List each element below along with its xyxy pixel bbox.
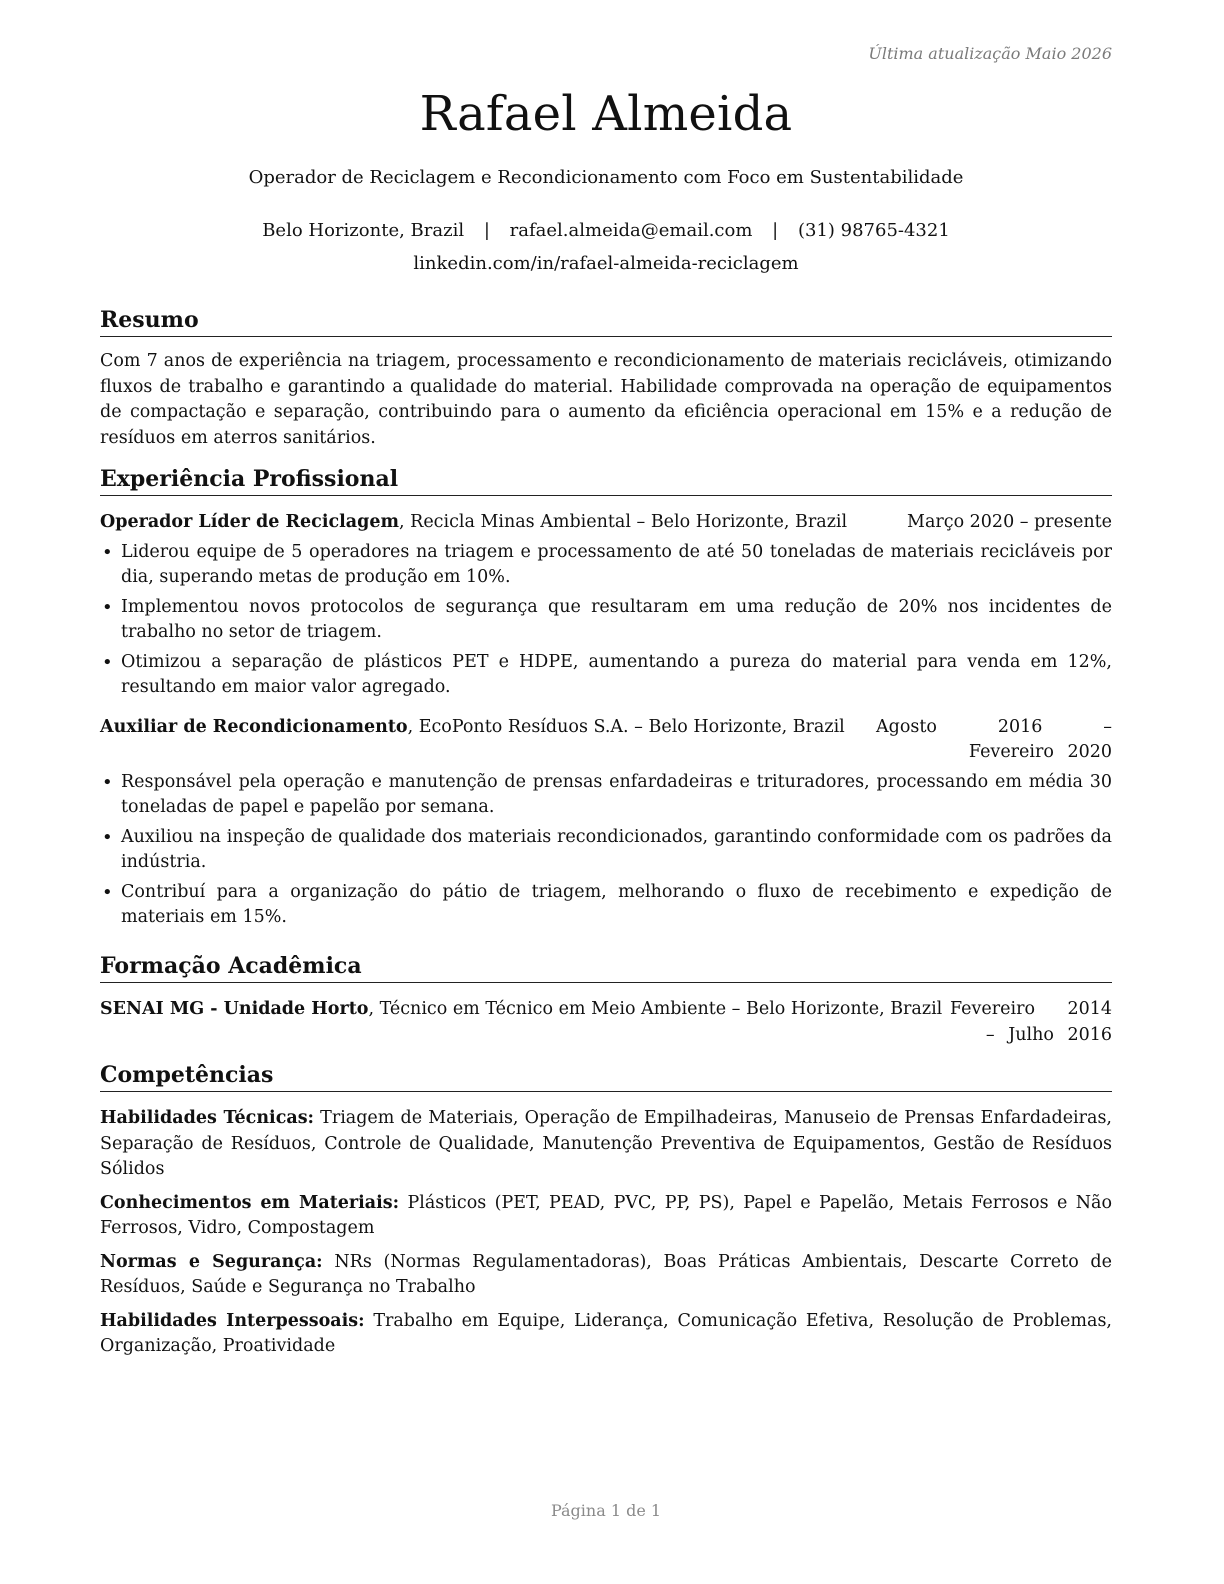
skills-section <box>100 1061 1112 1368</box>
job-dates: Agosto 2016 – Fevereiro 2020 <box>876 716 1112 762</box>
list-item: • Implementou novos protocolos de segurança que resultaram em uma redução de 20% nos incidentes de trabalho no setor de triagem. <box>100 595 1112 646</box>
skill-label: Conhecimentos em Materiais: <box>100 1192 400 1213</box>
contact-line <box>100 220 1112 241</box>
education-dates: Fevereiro 2014 – Julho 2016 <box>950 999 1112 1045</box>
job-bullets <box>100 770 1112 931</box>
job-company: , Recicla Minas Ambiental – Belo Horizonte, Brazil <box>399 512 848 532</box>
education-institution: SENAI MG - Unidade Horto <box>100 999 369 1019</box>
list-item: • Responsável pela operação e manutenção de prensas enfardadeiras e trituradores, processando em média 30 toneladas de papel e papelão por semana. <box>100 770 1112 821</box>
skill-label: Normas e Segurança: <box>100 1251 323 1272</box>
phone: (31) 98765-4321 <box>797 220 950 241</box>
skill-text: Trabalho em Equipe, Liderança, Comunicação Efetiva, Resolução de Problemas, Organização, Proatividade <box>100 1310 1112 1356</box>
job-role: Auxiliar de Recondicionamento <box>100 716 408 737</box>
list-item: • Otimizou a separação de plásticos PET e HDPE, aumentando a pureza do material para venda em 12%, resultando em maior valor agregado. <box>100 650 1112 701</box>
page-number: Página 1 de 1 <box>550 1501 662 1520</box>
job-dates: Março 2020 – presente <box>907 512 1112 532</box>
job-role: Operador Líder de Reciclagem <box>100 512 400 532</box>
education-entry <box>100 997 1112 1048</box>
section-title: Competências <box>100 1061 1112 1092</box>
skill-group <box>100 1250 1112 1301</box>
skill-text: NRs (Normas Regulamentadoras), Boas Práticas Ambientais, Descarte Correto de Resíduos, Saúde e Segurança no Trabalho <box>100 1251 1112 1297</box>
job-header <box>100 715 1112 766</box>
skill-label: Habilidades Interpessoais: <box>100 1310 365 1331</box>
email-link[interactable]: rafael.almeida@email.com <box>509 220 753 241</box>
section-title: Resumo <box>100 306 1112 337</box>
candidate-name: Rafael Almeida <box>419 86 793 142</box>
skill-group <box>100 1309 1112 1360</box>
job-entry <box>100 510 1112 701</box>
education-detail: , Técnico em Técnico em Meio Ambiente – Belo Horizonte, Brazil <box>368 999 943 1019</box>
location: Belo Horizonte, Brazil <box>262 220 465 241</box>
list-item: • Contribuí para a organização do pátio de triagem, melhorando o fluxo de recebimento e expedição de materiais em 15%. <box>100 880 1112 931</box>
headline: Operador de Reciclagem e Recondicionamento com Foco em Sustentabilidade <box>248 167 964 188</box>
list-item: • Liderou equipe de 5 operadores na triagem e processamento de até 50 toneladas de materiais recicláveis por dia, superando metas de produção em 10%. <box>100 540 1112 591</box>
job-company: , EcoPonto Resíduos S.A. – Belo Horizonte, Brazil <box>407 716 845 737</box>
last-updated: Última atualização Maio 2026 <box>868 44 1112 63</box>
job-bullets <box>100 540 1112 701</box>
skill-text: Triagem de Materiais, Operação de Empilhadeiras, Manuseio de Prensas Enfardadeiras, Separação de Resíduos, Controle de Qualidade, Manutenção Preventiva de Equipamentos, Gestão de Resíduos Sólidos <box>100 1108 1112 1179</box>
skill-group <box>100 1106 1112 1183</box>
education-section <box>100 952 1112 1048</box>
separator: | <box>483 220 490 241</box>
summary-section <box>100 306 1112 451</box>
skill-group <box>100 1191 1112 1242</box>
section-title: Experiência Profissional <box>100 465 1112 496</box>
resume-page <box>100 0 1112 1584</box>
section-title: Formação Acadêmica <box>100 952 1112 983</box>
experience-section <box>100 465 1112 935</box>
job-header <box>100 510 1112 536</box>
skill-label: Habilidades Técnicas: <box>100 1108 315 1128</box>
separator: | <box>772 220 779 241</box>
job-entry <box>100 715 1112 931</box>
skill-text: Plásticos (PET, PEAD, PVC, PP, PS), Papel e Papelão, Metais Ferrosos e Não Ferrosos, Vidro, Compostagem <box>100 1192 1112 1238</box>
summary-text: Com 7 anos de experiência na triagem, processamento e recondicionamento de materiais recicláveis, otimizando fluxos de trabalho e garantindo a qualidade do material. Habilidade comprovada na operação de equipamentos de compactação e separação, contribuindo para o aumento da eficiência operacional em 15% e a redução de resíduos em aterros sanitários. <box>100 351 1112 448</box>
list-item: • Auxiliou na inspeção de qualidade dos materiais recondicionados, garantindo conformidade com os padrões da indústria. <box>100 825 1112 876</box>
linkedin-link[interactable]: linkedin.com/in/rafael-almeida-reciclagem <box>413 253 799 274</box>
